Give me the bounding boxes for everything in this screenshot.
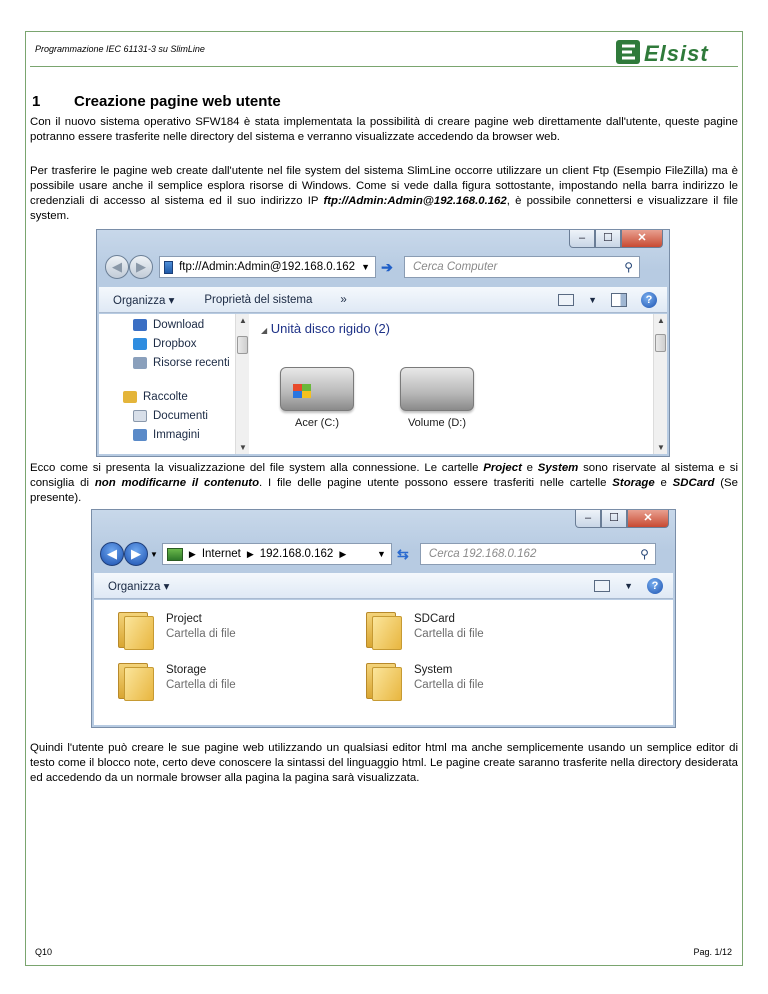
folder-name: SDCard [414, 613, 455, 625]
maximize-button[interactable]: ☐ [601, 510, 627, 528]
folder-project[interactable] [116, 610, 236, 650]
drive-c[interactable] [277, 367, 357, 429]
dropbox-icon [133, 338, 147, 350]
window-controls [569, 230, 663, 248]
drive-d[interactable] [397, 367, 477, 429]
address-field[interactable] [162, 543, 392, 565]
folder-type: Cartella di file [166, 628, 236, 640]
sidebar-item-recent[interactable] [133, 357, 230, 369]
explorer-window-computer [96, 229, 670, 457]
maximize-button[interactable]: ☐ [595, 230, 621, 248]
forward-button[interactable]: ▶ [129, 255, 153, 279]
folder-name-sdcard: SDCard [672, 477, 715, 489]
folder-name-system: System [537, 462, 579, 474]
back-button[interactable]: ◀ [100, 542, 124, 566]
sidebar-item-label: Documenti [153, 410, 208, 422]
paragraph-intro: Con il nuovo sistema operativo SFW184 è stata implementata la possibilità di creare pagine web direttamente dall'utente, queste pagine potranno essere trasferite nelle directory del sistema e verranno visualizzate accedendo da browser web. [30, 116, 738, 143]
scroll-down-icon[interactable]: ▼ [239, 443, 247, 452]
sidebar-item-pictures[interactable] [133, 429, 200, 441]
footer-page-number: Pag. 1/12 [693, 947, 732, 957]
libraries-icon [123, 391, 137, 403]
sidebar-item-libraries[interactable] [123, 391, 188, 403]
scroll-down-icon[interactable]: ▼ [657, 443, 665, 452]
text-span: e [654, 477, 673, 489]
folder-icon [116, 661, 156, 701]
address-bar-row [97, 255, 669, 279]
scroll-up-icon[interactable]: ▲ [239, 316, 247, 325]
search-placeholder: Cerca Computer [413, 261, 498, 273]
paragraph-filesystem [30, 461, 738, 506]
chevron-down-icon[interactable]: ▼ [624, 580, 633, 591]
help-icon[interactable]: ? [641, 292, 657, 308]
footer-doc-code: Q10 [35, 947, 53, 957]
folder-name: System [414, 664, 453, 676]
chevron-down-icon[interactable]: ▼ [377, 549, 386, 559]
text-span: sono riservate al sistema e si consiglia di [30, 462, 738, 489]
folder-icon [364, 610, 404, 650]
network-location-icon [167, 548, 183, 561]
content-scrollbar[interactable] [653, 314, 667, 454]
address-text: ftp://Admin:Admin@192.168.0.162 [179, 261, 356, 273]
folder-type: Cartella di file [166, 679, 236, 691]
sidebar-item-label: Raccolte [143, 391, 188, 403]
hard-drives-section[interactable] [261, 321, 390, 336]
folder-name: Storage [166, 664, 207, 676]
breadcrumb-arrow-icon[interactable]: ▶ [246, 548, 254, 559]
hard-drive-windows-icon [280, 367, 354, 411]
sidebar-item-label: Dropbox [153, 338, 197, 350]
scroll-thumb[interactable] [655, 334, 666, 352]
more-commands-icon[interactable]: » [340, 293, 347, 306]
search-icon[interactable]: ⚲ [640, 547, 649, 561]
breadcrumb-arrow-icon[interactable]: ▶ [339, 548, 347, 559]
breadcrumb-host[interactable]: 192.168.0.162 [259, 548, 334, 560]
address-field[interactable] [159, 256, 376, 278]
search-input[interactable] [404, 256, 640, 278]
view-options-icon[interactable] [594, 580, 610, 592]
text-span: e [521, 462, 538, 474]
paragraph-ftp [30, 164, 738, 224]
help-icon[interactable]: ? [647, 578, 663, 594]
command-bar [94, 573, 673, 599]
search-placeholder: Cerca 192.168.0.162 [428, 548, 537, 560]
text-span: (Se presente). [30, 477, 738, 504]
folder-icon [364, 661, 404, 701]
content-area [99, 314, 667, 454]
scroll-thumb[interactable] [237, 336, 248, 354]
preview-pane-icon[interactable] [611, 293, 627, 307]
folder-name-storage: Storage [612, 477, 655, 489]
chevron-down-icon[interactable]: ▼ [588, 294, 597, 305]
address-bar-row [92, 542, 675, 566]
section-title: Creazione pagine web utente [74, 93, 281, 110]
scroll-up-icon[interactable]: ▲ [657, 316, 665, 325]
recent-pages-dropdown-icon[interactable]: ▼ [150, 549, 158, 559]
folder-name: Project [166, 613, 202, 625]
drive-label: Volume (D:) [407, 417, 467, 429]
folder-sdcard[interactable] [364, 610, 484, 650]
folder-name-project: Project [483, 462, 522, 474]
chevron-down-icon[interactable]: ▼ [361, 262, 370, 272]
window-controls [575, 510, 669, 528]
sidebar-item-label: Risorse recenti [153, 357, 230, 369]
organize-menu[interactable]: Organizza ▾ [113, 294, 175, 307]
paragraph-ftp-text: Per trasferire le pagine web create dall'utente nel file system del sistema SlimLine occorre utilizzare un client Ftp (Esempio FileZilla) ma è possibile usare anche il semplice esplora risorse di Windows. Come si vede dalla figura sottostante, impostando nella barra indirizzo le credenziali di accesso al sistema ed il suo indirizzo IP [30, 165, 738, 207]
header-rule [30, 66, 738, 67]
system-properties-button[interactable]: Proprietà del sistema [204, 293, 313, 306]
drive-label: Acer (C:) [295, 417, 339, 429]
organize-menu[interactable]: Organizza ▾ [108, 580, 170, 593]
elsist-logo [614, 37, 736, 67]
paragraph-ftp-text-end: , è possibile connettersi e visualizzare il file system. [30, 195, 738, 222]
text-span: Ecco come si presenta la visualizzazione del file system alla connessione. Le cartelle [30, 462, 484, 474]
network-drive-icon [164, 261, 173, 274]
go-arrow-icon[interactable]: ➔ [381, 258, 393, 275]
recent-places-icon [133, 357, 147, 369]
navigation-pane [99, 314, 249, 454]
documents-icon [133, 410, 147, 422]
search-icon[interactable]: ⚲ [624, 260, 633, 274]
sidebar-item-dropbox[interactable] [133, 338, 196, 350]
search-input[interactable] [420, 543, 656, 565]
svg-text:Elsist: Elsist [644, 41, 709, 66]
sidebar-item-documents[interactable] [133, 410, 208, 422]
sidebar-item-label: Immagini [153, 429, 200, 441]
minimize-button[interactable]: – [569, 230, 595, 248]
download-icon [133, 319, 147, 331]
doc-header-title: Programmazione IEC 61131-3 su SlimLine [35, 44, 205, 54]
section-title: Unità disco rigido (2) [270, 321, 390, 336]
breadcrumb-arrow-icon[interactable]: ▶ [188, 548, 196, 559]
folder-type: Cartella di file [414, 679, 484, 691]
refresh-icon[interactable]: ⇆ [397, 545, 409, 562]
minimize-button[interactable]: – [575, 510, 601, 528]
pictures-icon [133, 429, 147, 441]
breadcrumb-internet[interactable]: Internet [201, 548, 241, 560]
forward-button[interactable]: ▶ [124, 542, 148, 566]
close-button[interactable]: ✕ [627, 510, 669, 528]
section-number: 1 [32, 93, 41, 110]
folder-type: Cartella di file [414, 628, 484, 640]
sidebar-item-download[interactable] [133, 319, 204, 331]
back-button[interactable]: ◀ [105, 255, 129, 279]
view-options-icon[interactable] [558, 294, 574, 306]
nav-scrollbar[interactable] [235, 314, 249, 454]
warning-text: non modificarne il contenuto [94, 477, 260, 489]
folder-system[interactable] [364, 661, 484, 701]
ftp-url: ftp://Admin:Admin@192.168.0.162 [323, 195, 507, 207]
command-bar [99, 287, 667, 313]
sidebar-item-label: Download [153, 319, 205, 331]
close-button[interactable]: ✕ [621, 230, 663, 248]
collapse-triangle-icon[interactable]: ◢ [261, 326, 268, 335]
section-heading [30, 93, 281, 110]
paragraph-editor: Quindi l'utente può creare le sue pagine web utilizzando un qualsiasi editor html ma anche semplicemente usando un semplice editor di testo come il blocco note, certo deve conoscere la sintassi del linguaggio html. Le pagine create saranno trasferite nella directory desiderata ed accedendo da un normale browser alla pagina la pagina sarà visualizzata. [30, 742, 738, 784]
folder-storage[interactable] [116, 661, 236, 701]
text-span: . I file delle pagine utente possono essere trasferiti nelle cartelle [259, 477, 613, 489]
explorer-window-ftp [91, 509, 676, 728]
content-area [94, 600, 673, 725]
folder-icon [116, 610, 156, 650]
hard-drive-icon [400, 367, 474, 411]
